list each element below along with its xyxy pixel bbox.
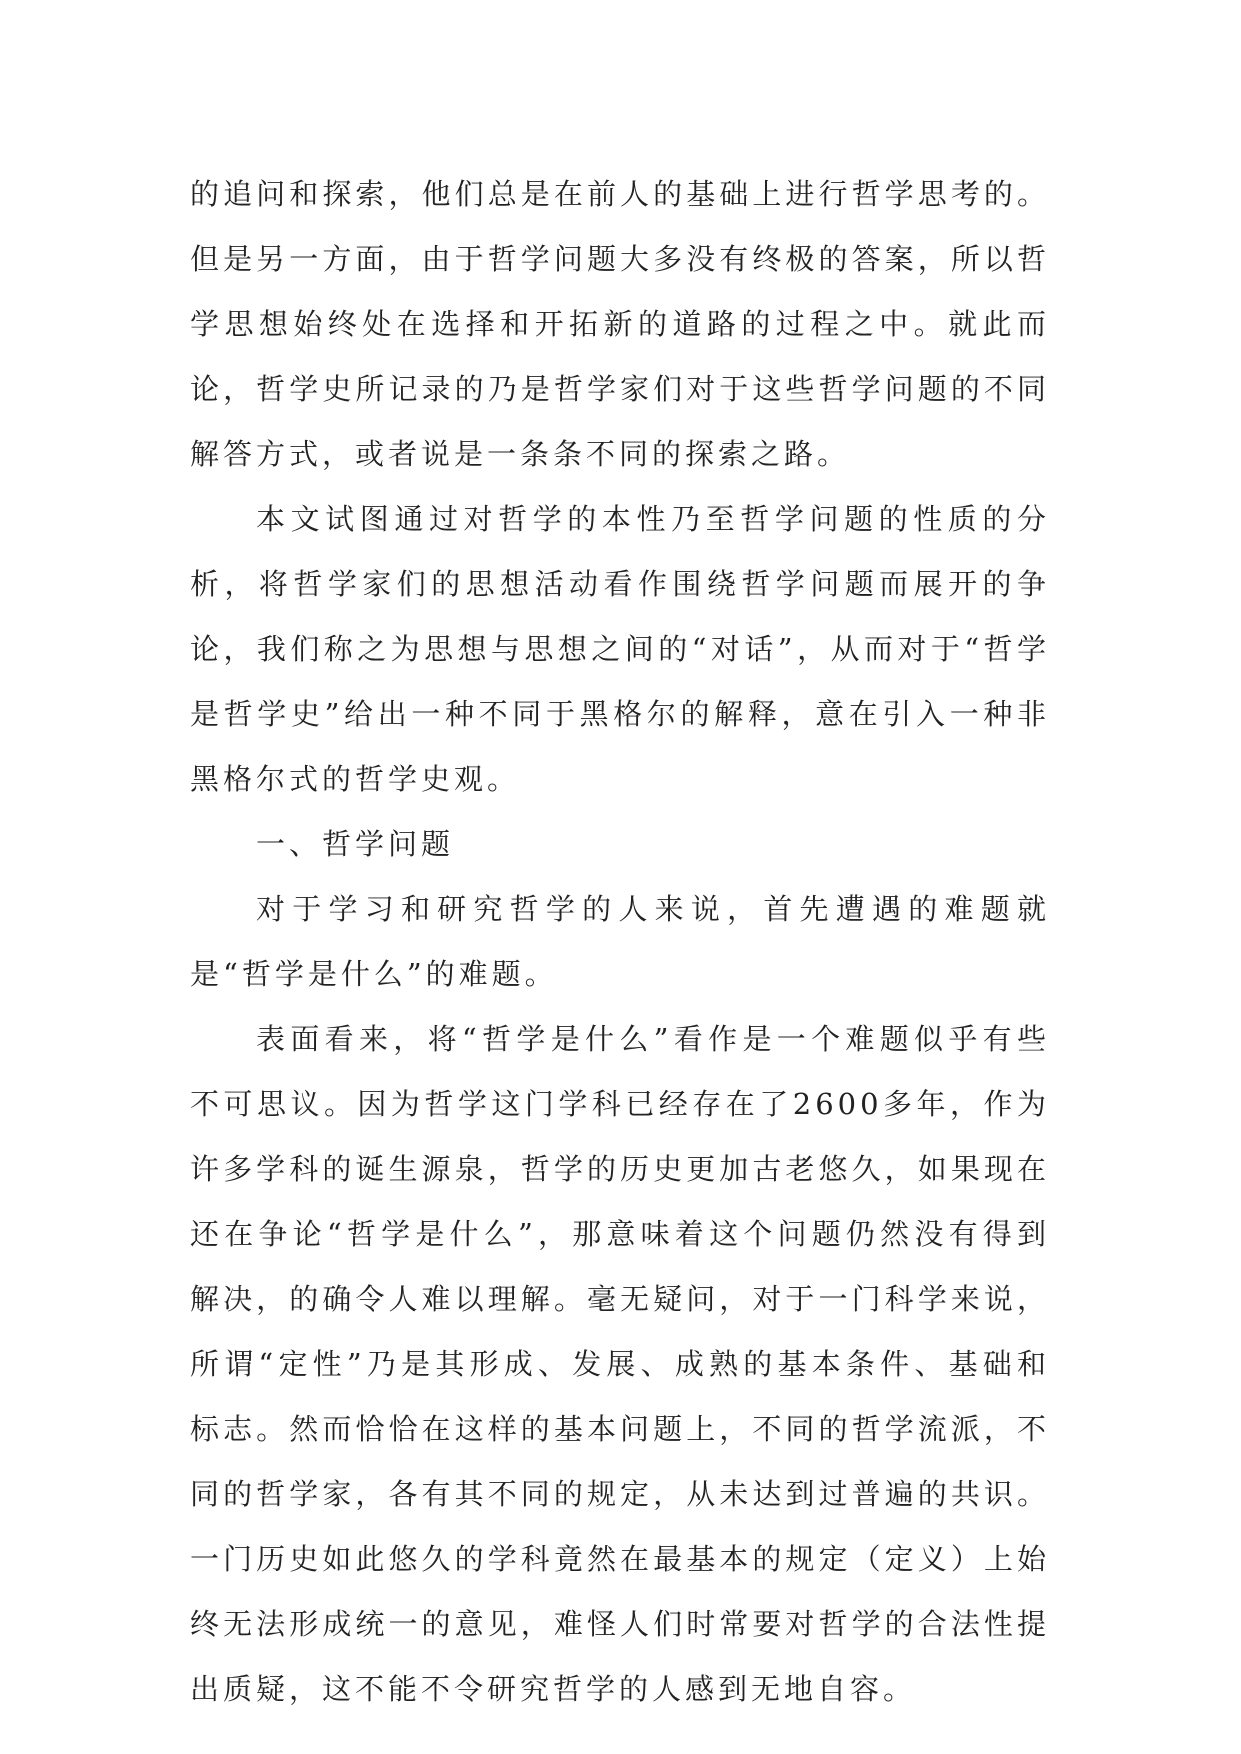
paragraph-discussion: 表面看来，将“哲学是什么”看作是一个难题似乎有些不可思议。因为哲学这门学科已经存在了2600多年，作为许多学科的诞生源泉，哲学的历史更加古老悠久，如果现在还在争论“哲学是什么”，那意味着这个问题仍然没有得到解决，的确令人难以理解。毫无疑问，对于一门科学来说，所谓“定性”乃是其形成、发展、成熟的基本条件、基础和标志。然而恰恰在这样的基本问题上，不同的哲学流派，不同的哲学家，各有其不同的规定，从未达到过普遍的共识。一门历史如此悠久的学科竟然在最基本的规定（定义）上始终无法形成统一的意见，难怪人们时常要对哲学的合法性提出质疑，这不能不令研究哲学的人感到无地自容。 (190, 1022, 1050, 1706)
paragraph-intent: 本文试图通过对哲学的本性乃至哲学问题的性质的分析，将哲学家们的思想活动看作围绕哲学问题而展开的争论，我们称之为思想与思想之间的“对话”，从而对于“哲学是哲学史”给出一种不同于黑格尔的解释，意在引入一种非黑格尔式的哲学史观。 (190, 502, 1050, 796)
document-body (190, 162, 1050, 1722)
paragraph-question: 对于学习和研究哲学的人来说，首先遭遇的难题就是“哲学是什么”的难题。 (190, 892, 1050, 991)
section-heading: 一、哲学问题 (256, 827, 455, 861)
paragraph-continued: 的追问和探索，他们总是在前人的基础上进行哲学思考的。但是另一方面，由于哲学问题大多没有终极的答案，所以哲学思想始终处在选择和开拓新的道路的过程之中。就此而论，哲学史所记录的乃是哲学家们对于这些哲学问题的不同解答方式，或者说是一条条不同的探索之路。 (190, 177, 1050, 471)
